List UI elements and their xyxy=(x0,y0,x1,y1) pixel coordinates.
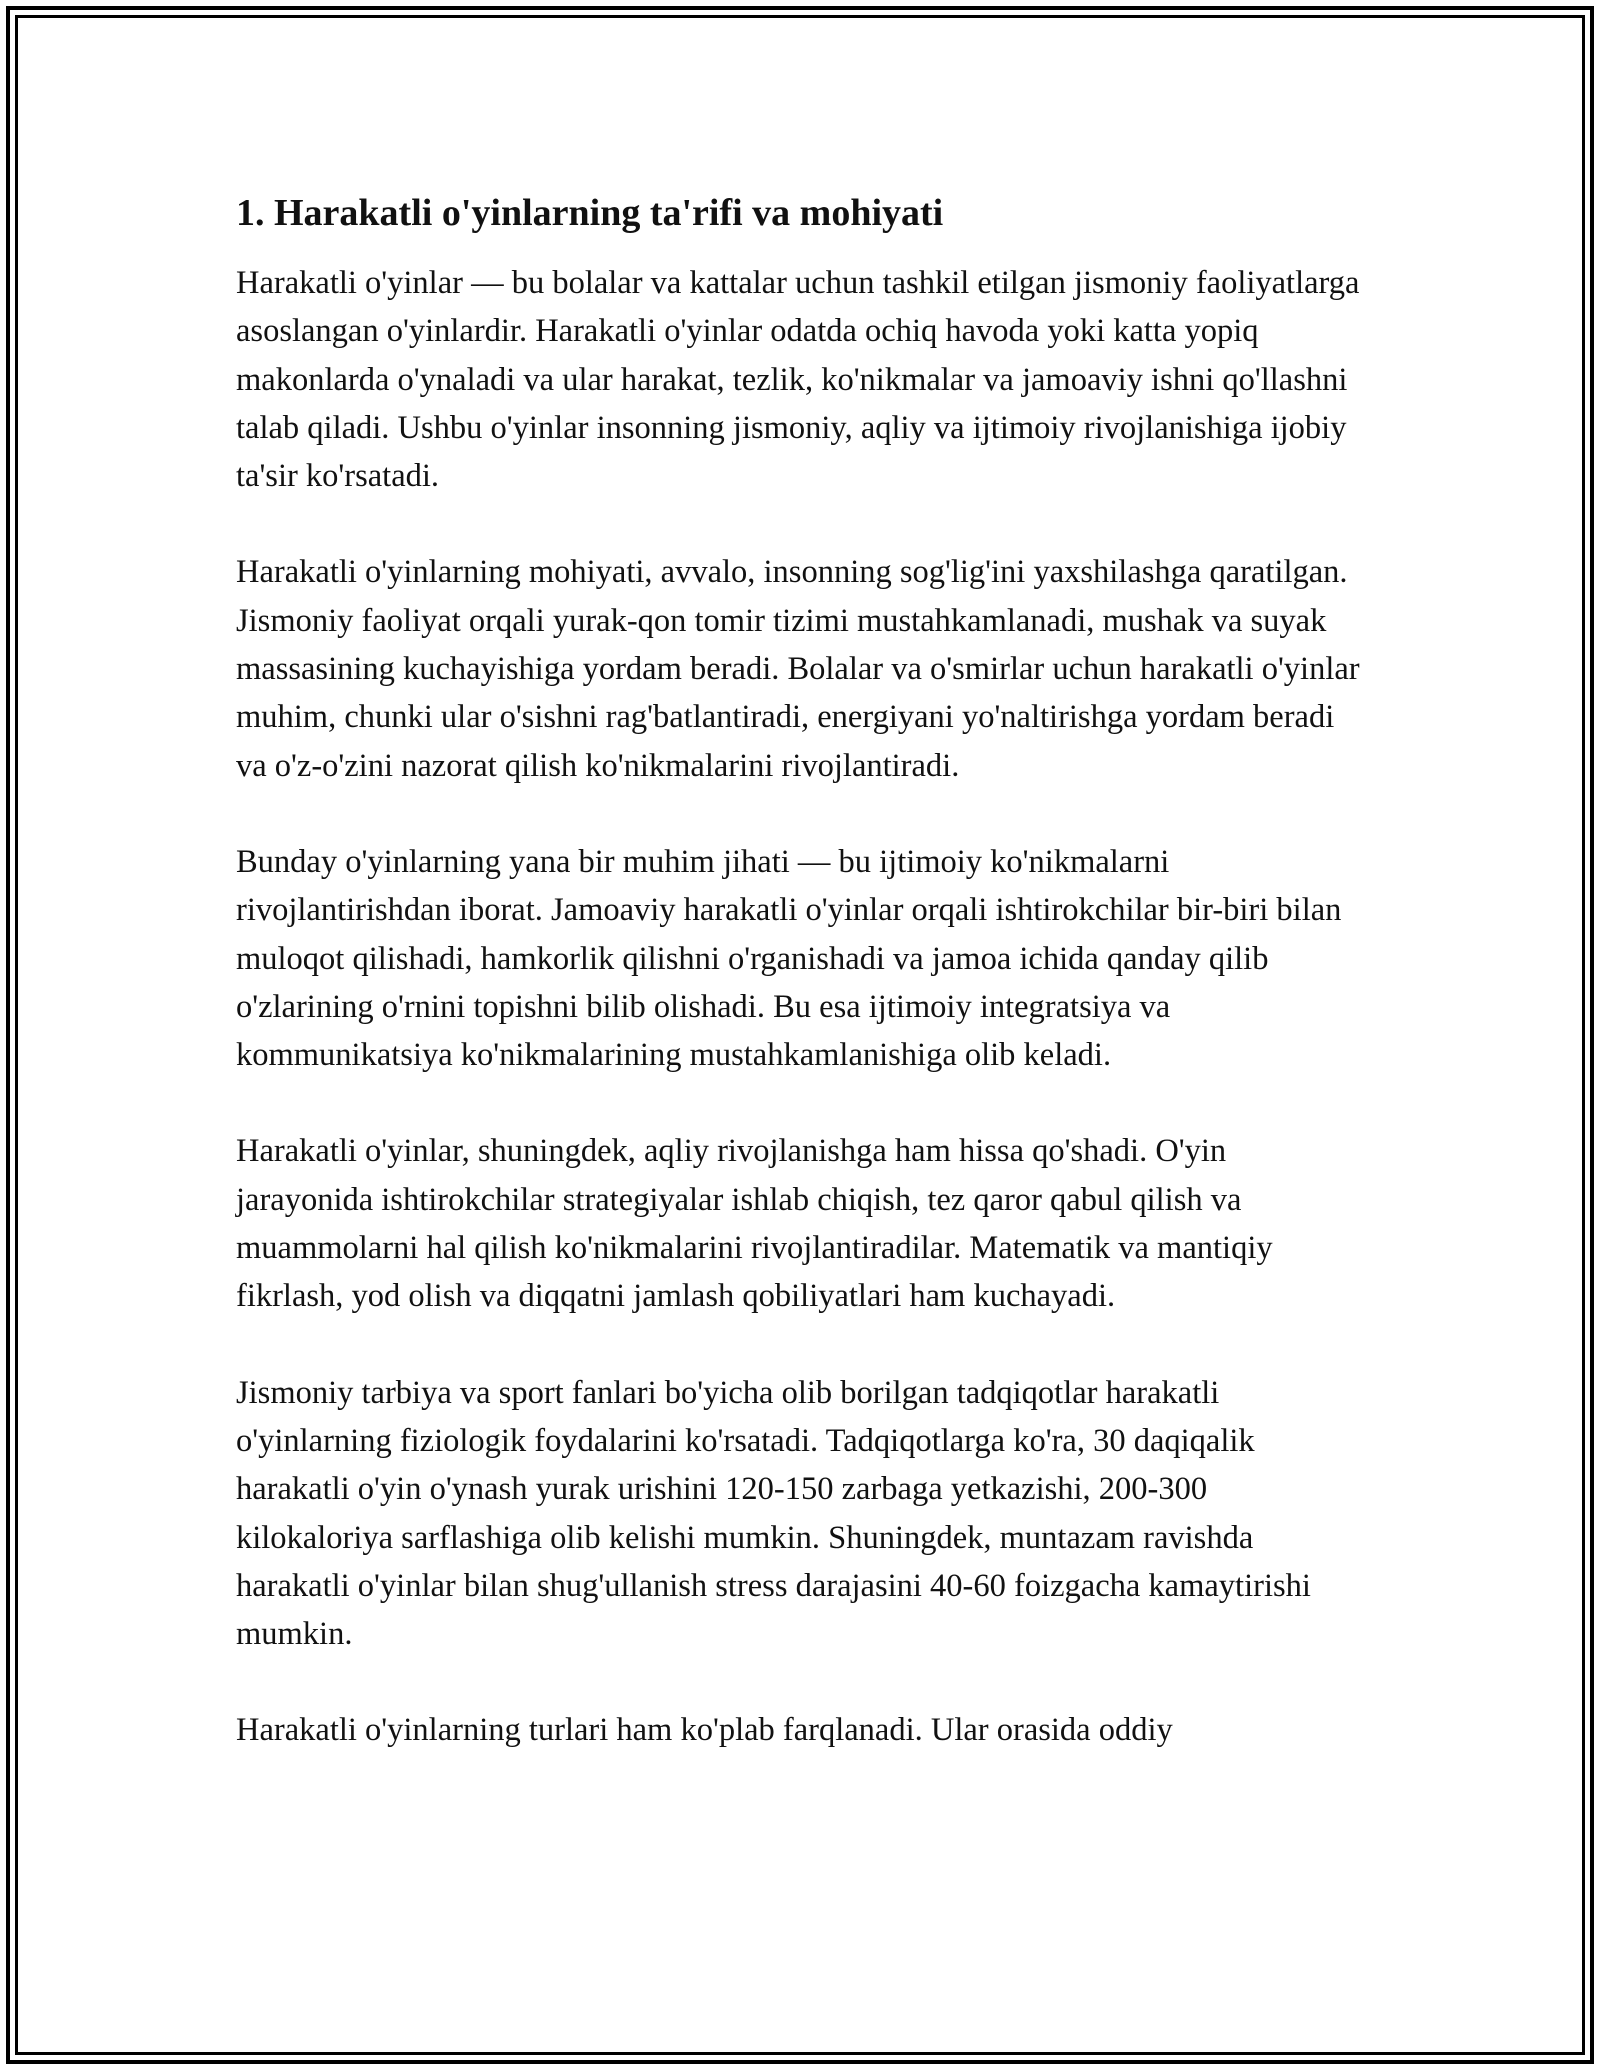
paragraph-health: Harakatli o'yinlarning mohiyati, avvalo, insonning sog'lig'ini yaxshilashga qaratilgan. Jismoniy faoliyat orqali yurak-qon tomir tizimi mustahkamlanadi, mushak va suyak massasining kuchayishiga yordam beradi. Bolalar va o'smirlar uchun harakatli o'yinlar muhim, chunki ular o'sishni rag'batlantiradi, energiyani yo'naltirishga yordam beradi va o'z-o'zini nazorat qilish ko'nikmalarini rivojlantiradi. xyxy=(236,554,1360,784)
paragraph-types: Harakatli o'yinlarning turlari ham ko'plab farqlanadi. Ular orasida oddiy xyxy=(236,1712,1173,1749)
paragraph-definition: Harakatli o'yinlar — bu bolalar va kattalar uchun tashkil etilgan jismoniy faoliyatlarga asoslangan o'yinlardir. Harakatli o'yinlar odatda ochiq havoda yoki katta yopiq makonlarda o'ynaladi va ular harakat, tezlik, ko'nikmalar va jamoaviy ishni qo'llashni talab qiladi. Ushbu o'yinlar insonning jismoniy, aqliy va ijtimoiy rivojlanishiga ijobiy ta'sir ko'rsatadi. xyxy=(236,265,1360,495)
paragraph-social-skills: Bunday o'yinlarning yana bir muhim jihati — bu ijtimoiy ko'nikmalarni rivojlantirishdan iborat. Jamoaviy harakatli o'yinlar orqali ishtirokchilar bir-biri bilan muloqot qilishadi, hamkorlik qilishni o'rganishadi va jamoa ichida qanday qilib o'zlarining o'rnini topishni bilib olishadi. Bu esa ijtimoiy integratsiya va kommunikatsiya ko'nikmalarining mustahkamlanishiga olib keladi. xyxy=(236,843,1342,1074)
paragraph-research: Jismoniy tarbiya va sport fanlari bo'yicha olib borilgan tadqiqotlar harakatli o'yinlarning fiziologik foydalarini ko'rsatadi. Tadqiqotlarga ko'ra, 30 daqiqalik harakatli o'yin o'ynash yurak urishini 120-150 zarbaga yetkazishi, 200-300 kilokaloriya sarflashiga olib kelishi mumkin. Shuningdek, muntazam ravishda harakatli o'yinlar bilan shug'ullanish stress darajasini 40-60 foizgacha kamaytirishi mumkin. xyxy=(236,1374,1311,1653)
section-heading: 1. Harakatli o'yinlarning ta'rifi va mohiyati xyxy=(236,192,944,234)
paragraph-mental-development: Harakatli o'yinlar, shuningdek, aqliy rivojlanishga ham hissa qo'shadi. O'yin jarayonida ishtirokchilar strategiyalar ishlab chiqish, tez qaror qabul qilish va muammolarni hal qilish ko'nikmalarini rivojlantiradilar. Matematik va mantiqiy fikrlash, yod olish va diqqatni jamlash qobiliyatlari ham kuchayadi. xyxy=(236,1133,1273,1315)
document-body xyxy=(236,183,1368,1803)
